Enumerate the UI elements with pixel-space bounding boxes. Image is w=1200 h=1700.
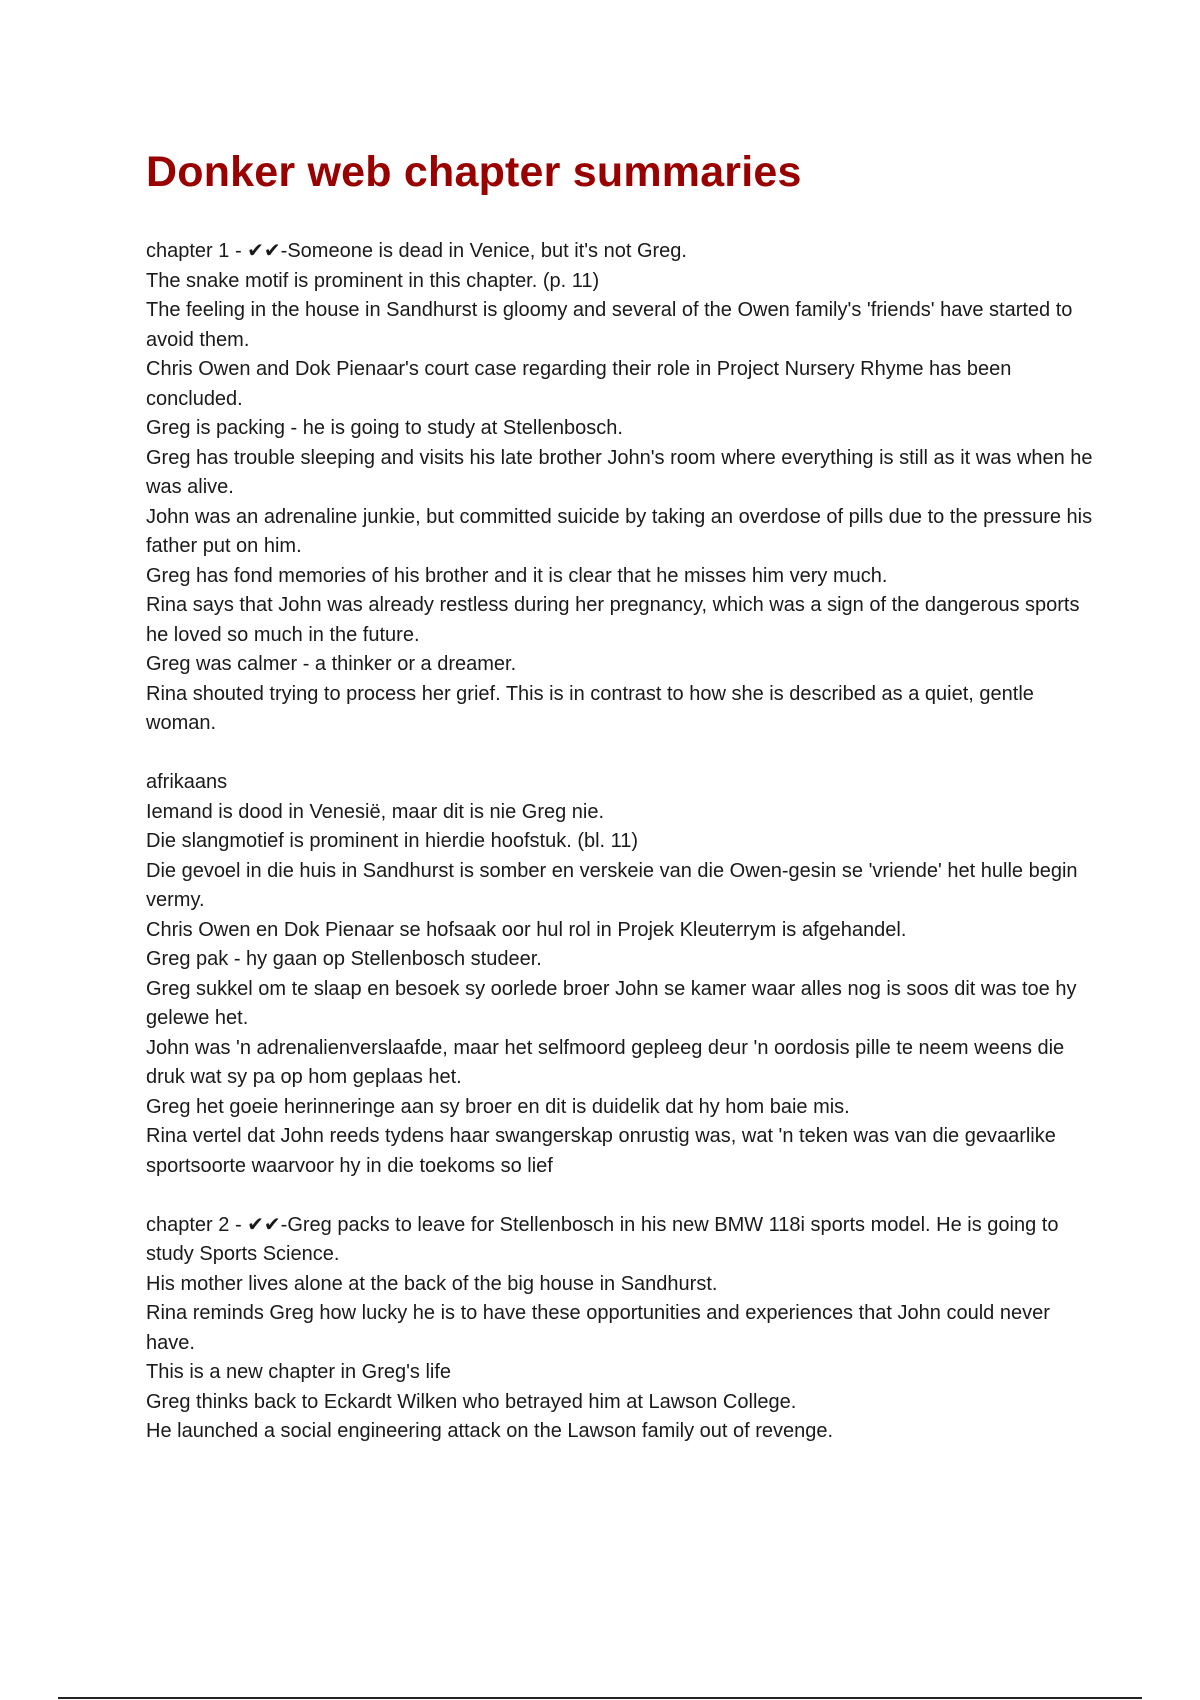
text-line: Greg het goeie herinneringe aan sy broer en dit is duidelik dat hy hom baie mis. <box>146 1095 850 1118</box>
text-line: John was 'n adrenalienverslaafde, maar het selfmoord gepleeg deur 'n oordosis pille te neem weens die druk wat sy pa op hom geplaas het. <box>146 1036 1065 1088</box>
text-line: Greg has trouble sleeping and visits his late brother John's room where everything is still as it was when he was alive. <box>146 446 1093 498</box>
text-line: Chris Owen en Dok Pienaar se hofsaak oor hul rol in Projek Kleuterrym is afgehandel. <box>146 918 907 941</box>
text-line: John was an adrenaline junkie, but committed suicide by taking an overdose of pills due to the pressure his father put on him. <box>146 505 1093 557</box>
document-body <box>146 148 1096 1447</box>
text-line: Greg thinks back to Eckardt Wilken who betrayed him at Lawson College. <box>146 1390 797 1413</box>
afrikaans-heading: afrikaans <box>146 771 228 793</box>
text-line: Die slangmotief is prominent in hierdie hoofstuk. (bl. 11) <box>146 830 639 852</box>
text-line: Rina vertel dat John reeds tydens haar swangerskap onrustig was, wat 'n teken was van die gevaarlike sportsoorte waarvoor hy in die toekoms so lief <box>146 1125 1056 1177</box>
text-line: Greg was calmer - a thinker or a dreamer. <box>146 653 517 675</box>
spacer <box>146 1181 1096 1211</box>
spacer <box>146 739 1096 769</box>
text-line: Greg is packing - he is going to study at Stellenbosch. <box>146 417 623 439</box>
footer-rule <box>58 1697 1142 1699</box>
text-line: The snake motif is prominent in this chapter. (p. 11) <box>146 269 600 292</box>
text-line: He launched a social engineering attack on the Lawson family out of revenge. <box>146 1420 834 1442</box>
afrikaans-section <box>146 768 1096 1181</box>
text-line: The feeling in the house in Sandhurst is gloomy and several of the Owen family's 'friends' have started to avoid them. <box>146 299 1073 351</box>
text-line: Rina reminds Greg how lucky he is to have these opportunities and experiences that John could never have. <box>146 1302 1050 1354</box>
page-title: Donker web chapter summaries <box>146 148 802 196</box>
text-line: Die gevoel in die huis in Sandhurst is somber en verskeie van die Owen-gesin se 'vriende' het hulle begin vermy. <box>146 859 1078 911</box>
chapter-1-heading-line: chapter 1 - ✔✔-Someone is dead in Venice, but it's not Greg. <box>146 240 687 262</box>
text-line: Greg has fond memories of his brother and it is clear that he misses him very much. <box>146 564 888 587</box>
text-line: This is a new chapter in Greg's life <box>146 1361 452 1383</box>
text-line: Greg pak - hy gaan op Stellenbosch studeer. <box>146 948 542 970</box>
text-line: Rina shouted trying to process her grief. This is in contrast to how she is described as a quiet, gentle woman. <box>146 682 1034 734</box>
text-line: Rina says that John was already restless during her pregnancy, which was a sign of the dangerous sports he loved so much in the future. <box>146 594 1080 646</box>
chapter-2-heading-line: chapter 2 - ✔✔-Greg packs to leave for Stellenbosch in his new BMW 118i sports model. He is going to study Sports Science. <box>146 1213 1059 1265</box>
text-line: Greg sukkel om te slaap en besoek sy oorlede broer John se kamer waar alles nog is soos dit was toe hy gelewe het. <box>146 977 1077 1029</box>
chapter-2-section <box>146 1211 1096 1447</box>
text-line: Iemand is dood in Venesië, maar dit is nie Greg nie. <box>146 800 605 823</box>
chapter-1-section <box>146 237 1096 739</box>
text-line: Chris Owen and Dok Pienaar's court case regarding their role in Project Nursery Rhyme has been concluded. <box>146 358 1012 410</box>
text-line: His mother lives alone at the back of the big house in Sandhurst. <box>146 1272 718 1295</box>
